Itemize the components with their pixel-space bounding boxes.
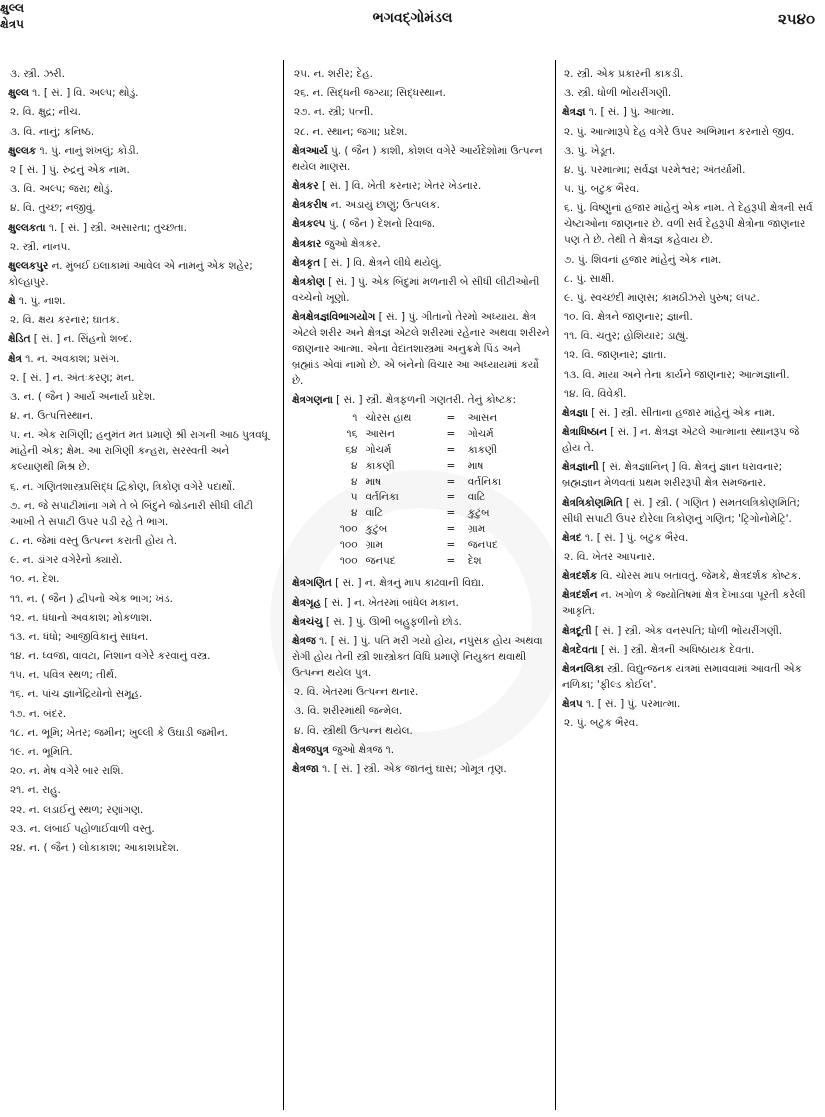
headword: ક્ષુલ્લક — [8, 144, 37, 157]
measure-equals: = — [446, 412, 456, 425]
entry: ક્ષેત્રદેવતા [ સં. ] સ્ત્રી. ક્ષેત્રની અધિષ્ઠાયક દેવતા. — [562, 643, 755, 656]
headword: ક્ષુલ્લકપુર — [8, 259, 49, 272]
entry: ક્ષેત્રદર્શન ન. ખગોળ કે જ્યોતિષમાં ક્ષેત્ર દેખાડવા પૂરતી કરેલી આકૃતિ. — [562, 589, 809, 618]
measure-row — [322, 538, 550, 554]
headword: ક્ષેત્રદર્શન — [562, 589, 598, 602]
measure-equals: = — [446, 538, 456, 551]
headword: ક્ષુલ્લ — [8, 87, 29, 100]
sense-line: ૯. ન. ડાંગર વગેરેનો ક્યારો. — [10, 554, 123, 567]
sense-line: ૨. વિ. ખેતરમાં ઉત્પન્ન થનાર. — [294, 686, 419, 699]
column-1 — [8, 66, 276, 1112]
headword: ક્ષેત્રકલ્પ — [292, 218, 326, 231]
sense-line: ૨. વિ. ખેતર આપનાર. — [564, 550, 656, 563]
entry: ક્ષેત્રગૃહ [ સં. ] ન. ખેતરમાં બાંધેલ મકાન. — [292, 596, 459, 609]
headword: ક્ષુલ્લકતા — [8, 221, 46, 234]
headword: ક્ષેત્રજ્ઞાની — [562, 461, 599, 474]
measure-result: દેશ — [467, 554, 482, 567]
headword: ક્ષેત્રકોણ — [292, 275, 325, 288]
entry: ક્ષેત્રાધિષ્ઠાન [ સં. ] ન. ક્ષેત્રજ્ઞ એટલે આત્માના સ્થાનરૂપ જે હોય તે. — [562, 426, 803, 455]
measure-row — [322, 427, 550, 443]
headword: ક્ષેત્રદ — [562, 531, 582, 544]
measure-result: ગોચર્મ — [467, 428, 494, 441]
headword: ક્ષેત્રપ — [562, 698, 583, 711]
guide-word-first: ક્ષુલ્લ — [0, 1, 25, 15]
sense-line: ૨૪. ન. ( જૈન ) લોકાકાશ; આકાશપ્રદેશ. — [10, 841, 180, 854]
entry: ક્ષેત્રઆર્ય પું. ( જૈન ) કાશી, કોશલ વગેરે આર્યદેશોમાં ઉત્પન્ન થયેલ માણસ. — [292, 144, 546, 173]
entry: ક્ષેત્ર ૧. ન. અવકાશ; પ્રસંગ. — [8, 352, 120, 365]
headword: ક્ષેત્રચંચુ — [292, 615, 323, 628]
entry: ક્ષેત્રપ ૧. [ સં. ] પું. પરમાત્મા. — [562, 698, 681, 711]
sense-line: ૨. સ્ત્રી. એક પ્રકારની કાકડી. — [564, 68, 684, 80]
entry: ક્ષુલ્લ ૧. [ સં. ] વિ. અલ્પ; થોડું. — [8, 87, 139, 100]
entry: ક્ષે ૧. પું. નાશ. — [8, 295, 66, 308]
measure-count: ૪ — [351, 507, 358, 520]
entry: ક્ષુલ્લકપુર ન. મુંબઈ ઇલાકામાં આવેલ એ નામનું એક શહેર; કોલ્હાપુર. — [8, 259, 257, 288]
entry: ક્ષેત્રગણિત [ સં. ] ન. ક્ષેત્રનું માપ કાઢવાની વિદ્યા. — [292, 577, 485, 590]
measure-unit: આસન — [365, 428, 395, 441]
column-2-entries — [292, 66, 553, 408]
entry: ક્ષેત્રકાર જુઓ ક્ષેત્રકર. — [292, 237, 381, 250]
entry: ક્ષેત્રકોણ [ સં. ] પું. એક બિંદુમાં મળનારી બે સીધી લીટીઓની વચ્ચેનો ખૂણો. — [292, 275, 543, 304]
sense-line: ૧૦. વિ. ક્ષેત્રને જાણનાર; જ્ઞાની. — [564, 311, 693, 324]
sense-line: ૧૧. વિ. ચતુર; હોશિયાર; ડાહ્યું. — [564, 330, 689, 343]
page-number: ૨૫૪૦ — [778, 10, 815, 28]
sense-line: ૫. પું. બટુક ભૈરવ. — [564, 183, 640, 196]
sense-line: ૨. વિ. ક્ષય કરનાર; ઘાતક. — [10, 314, 120, 327]
measure-result: કાકણી — [467, 444, 497, 457]
measure-equals: = — [446, 507, 456, 520]
headword: ક્ષેત્રદર્શક — [562, 570, 598, 583]
measure-unit: ગોચર્મ — [365, 444, 392, 457]
sense-line: ૨૦. ન. મેષ વગેરે બાર રાશિ. — [10, 765, 124, 778]
guide-word-last: ક્ષેત્રપ — [0, 17, 24, 31]
sense-line: ૨. વિ. ક્ષુદ્ર; નીચ. — [10, 106, 81, 119]
entry: ક્ષેત્રજ્ઞા [ સં. ] સ્ત્રી. સીતાના હજાર માંહેનું એક નામ. — [562, 407, 776, 419]
measure-unit: વાટિ — [365, 507, 383, 520]
sense-line: ૭. પું. શિવનાં હજાર માંહેનું એક નામ. — [564, 253, 722, 266]
measure-count: ૪ — [351, 459, 358, 472]
headword: ક્ષેત્રદેવતા — [562, 643, 598, 656]
headword: ક્ષેત્રગણિત — [292, 577, 332, 590]
measure-row — [322, 490, 550, 506]
sense-line: ૩. વિ. શરીરમાંથી જન્મેલ. — [294, 705, 403, 718]
entry: ક્ષેત્રજ્ઞાની [ સં. ક્ષેત્રજ્ઞાનિન્ ] વિ. ક્ષેત્રનું જ્ઞાન ધરાવનાર; બ્રહ્મજ્ઞાન મેળવતાં પ્રથમ શરીરરૂપી ક્ષેત્ર સમજનાર. — [562, 461, 786, 490]
sense-line: ૧૫. ન. પવિત્ર સ્થળ; તીર્થ. — [10, 669, 118, 682]
entry: ક્ષુલ્લકતા ૧. [ સં. ] સ્ત્રી. અસારતા; તુચ્છતા. — [8, 221, 187, 234]
sense-line: ૧૪. ન. ધ્વજા, વાવટા, નિશાન વગેરે કરવાનું વસ્ત્ર. — [10, 650, 211, 663]
column-2 — [292, 66, 553, 1112]
headword: ક્ષેત્રકરીષ — [292, 199, 328, 212]
entry: ક્ષેત્રક્ષેત્રજ્ઞવિભાગયોગ [ સં. ] પું. ગીતાનો તેરમો અધ્યાય. ક્ષેત્ર એટલે શરીર અને ક્ષેત્રજ્ઞ એટલે શરીરમાં રહેનાર અથવા શરીરને જાણનાર આત્મા. એના વેદાંતશાસ્ત્રમાં અનુક્રમે પિંડ અને બ્રહ્માંડ એવાં નામો છે. એ બંનેનો વિચાર આ અધ્યાયમાં કર્યો છે. — [292, 311, 553, 388]
column-rule-2 — [555, 60, 556, 1110]
sense-line: ૧૨. વિ. જાણનાર; જ્ઞાતા. — [564, 349, 667, 362]
measure-unit: વર્તનિકા — [365, 491, 399, 504]
headword: ક્ષેત્રગૃહ — [292, 596, 321, 609]
measure-result: કુટુંબ — [467, 507, 490, 520]
measure-unit: જનપદ — [365, 554, 396, 567]
headword: ક્ષેત્રકર — [292, 179, 319, 192]
measure-equals: = — [446, 523, 456, 536]
entry: ક્ષેત્રદૂતી [ સં. ] સ્ત્રી. એક વનસ્પતિ; ધોળી ભોંયરીંગણી. — [562, 624, 783, 637]
measure-row — [322, 554, 550, 570]
sense-line: ૧૨. ન. ધંધાનો અવકાશ; મોકળાશ. — [10, 611, 153, 624]
measure-count: ૫ — [350, 491, 358, 504]
measure-count: ૬૪ — [345, 444, 358, 457]
measure-count: ૧૦૦ — [339, 523, 358, 536]
headword: ક્ષેત્રક્ષેત્રજ્ઞવિભાગયોગ — [292, 311, 376, 324]
headword: ક્ષેત્રજ — [292, 634, 316, 647]
measure-table — [322, 411, 550, 569]
headword: ક્ષેત્રત્રિકોણમિતિ — [562, 496, 623, 509]
measure-result: માષ — [467, 459, 484, 472]
sense-line: ૨. પું. બટુક ભૈરવ. — [564, 717, 639, 730]
entry: ક્ષેત્રત્રિકોણમિતિ [ સં. ] સ્ત્રી. ( ગણિત ) સમતલત્રિકોણમિતિ; સીધી સપાટી ઉપર દોરેલા ત્રિકોણનું ગણિત; 'ટ્રિગોનોમેટ્રિ'. — [562, 496, 804, 525]
headword: ક્ષે — [8, 295, 16, 308]
headword: ક્ષેત્રકૃત — [292, 256, 321, 269]
measure-unit: કાકણી — [365, 459, 395, 472]
sense-line: ૬. ન. ગણિતશાસ્ત્રપ્રસિદ્ધ દ્વિકોણ, ત્રિકોણ વગેરે પદાર્થો. — [10, 480, 236, 493]
entry: ક્ષેત્રદ ૧. [ સં. ] પું. બટુક ભૈરવ. — [562, 531, 689, 544]
measure-unit: ગ્રામ — [365, 538, 383, 551]
sense-line: ૮. પું. સાક્ષી. — [564, 272, 615, 285]
sense-line: ૨૮. ન. સ્થાન; જગા; પ્રદેશ. — [294, 125, 408, 138]
sense-line: ૪. વિ. સ્ત્રીથી ઉત્પન્ન થયેલ. — [294, 724, 413, 737]
entry: ક્ષેત્રનલિકા સ્ત્રી. વિદ્યુત્જનક યંત્રમાં સમાવવામાં આવતી એક નળિકા; 'ફીલ્ડ કોઈલ'. — [562, 662, 806, 691]
measure-row — [322, 506, 550, 522]
measure-count: ૧૬ — [346, 428, 358, 441]
sense-line: ૩. વિ. અલ્પ; જરા; થોડું. — [10, 183, 113, 196]
measure-result: આસન — [467, 412, 498, 425]
sense-line: ૧૮. ન. ભૂમિ; ખેતર; જમીન; ખુલ્લી કે ઉઘાડી જમીન. — [10, 726, 228, 739]
measure-count: ૧૦૦ — [339, 538, 358, 551]
headword: ક્ષેત્રજપુત્ર — [292, 743, 329, 756]
sense-line: ૨૧. ન. રાહુ. — [10, 784, 61, 797]
sense-line: ૧૯. ન. ભૂમિતિ. — [10, 746, 73, 758]
column-2-entries-after-table — [292, 575, 550, 777]
sense-line: ૪. પું. પરમાત્મા; સર્વજ્ઞ પરમેશ્વર; અંતર્યામી. — [564, 163, 746, 176]
entry: ક્ષેડિત [ સં. ] ન. સિંહનો શબ્દ. — [8, 333, 133, 346]
measure-equals: = — [446, 428, 456, 441]
entry: ક્ષુલ્લક ૧. પું. નાનું શંખલું; કોડી. — [8, 144, 139, 157]
headword: ક્ષેત્રદૂતી — [562, 624, 592, 637]
sense-line: ૨૫. ન. શરીર; દેહ. — [294, 68, 373, 80]
headword: ક્ષેત્રઆર્ય — [292, 144, 328, 157]
sense-line: ૯. પું. સ્વચ્છંદી માણસ; કામઠીઝરો પુરુષ; લંપટ. — [564, 291, 760, 304]
sense-line: ૩. સ્ત્રી. ઝરી. — [10, 68, 65, 80]
entry: ક્ષેત્રકૃત [ સં. ] વિ. ક્ષેત્રને લીધે થયેલું. — [292, 256, 442, 269]
entry: ક્ષેત્રજ ૧. [ સં. ] પું. પતિ મરી ગયો હોય, નપુંસક હોય અથવા રોગી હોય તેની સ્ત્રી શાસ્ત્રોક્ત વિધિ પ્રમાણે નિયુક્ત થવાથી ઉત્પન્ન થયેલ પુત્ર. — [292, 634, 546, 679]
sense-line: ૩. વિ. નાનું; કનિષ્ઠ. — [10, 125, 95, 138]
headword: ક્ષેત્રાધિષ્ઠાન — [562, 426, 607, 439]
measure-count: ૧ — [352, 412, 358, 425]
column-rule-1 — [283, 60, 284, 1110]
sense-line: ૨. સ્ત્રી. નાનપ. — [10, 240, 71, 253]
sense-line: ૨૭. ન. સ્ત્રી; પત્ની. — [294, 106, 374, 119]
sense-line: ૩. સ્ત્રી. ધોળી ભોંયરીંગણી. — [564, 87, 672, 100]
sense-line: ૧૩. વિ. માયા અને તેના કાર્યને જાણનાર; આત્મજ્ઞાની. — [564, 368, 790, 381]
entry: ક્ષેત્રકર [ સં. ] વિ. ખેતી કરનાર; ખેતર ખેડનાર. — [292, 179, 482, 192]
measure-unit: કુટુંબ — [365, 523, 388, 536]
headword: ક્ષેત્રજ્ઞા — [562, 407, 588, 419]
measure-row — [322, 475, 550, 491]
measure-result: ગ્રામ — [467, 523, 486, 536]
sense-line: ૪. ન. ઉત્પત્તિસ્થાન. — [10, 410, 94, 423]
sense-line: ૮. ન. જેમાં વસ્તુ ઉત્પન્ન કરાતી હોય તે. — [10, 534, 178, 547]
sense-line: ૧૭. ન. બંદર. — [10, 707, 67, 720]
measure-unit: ચોરસ હાથ — [365, 412, 412, 425]
measure-equals: = — [446, 459, 456, 472]
headword: ક્ષેત્રજા — [292, 762, 319, 775]
measure-result: વાટિ — [467, 491, 486, 504]
column-3 — [562, 66, 820, 1112]
measure-unit: માષ — [365, 475, 382, 488]
headword: ક્ષેત્રકાર — [292, 237, 322, 250]
entry: ક્ષેત્રગણના [ સં. ] સ્ત્રી. ક્ષેત્રફળની ગણતરી. તેનું કોષ્ટક: — [292, 394, 516, 407]
headword: ક્ષેત્રનલિકા — [562, 662, 604, 675]
running-head: ભગવદ્ગોમંડલ — [372, 10, 453, 26]
measure-result: જનપદ — [467, 538, 498, 551]
sense-line: ૧૧. ન. ( જૈન ) દ્વીપનો એક ભાગ; ખંડ. — [10, 592, 173, 605]
measure-row — [322, 522, 550, 538]
headword: ક્ષેત્ર — [8, 352, 22, 365]
entry: ક્ષેત્રચંચુ [ સં. ] પું. ઊભી બહુફળીનો છોડ. — [292, 615, 462, 628]
measure-result: વર્તનિકા — [467, 475, 502, 488]
sense-line: ૧૦. ન. દેશ. — [10, 573, 60, 586]
measure-count: ૧૦૦ — [339, 554, 358, 567]
headword: ક્ષેત્રજ્ઞ — [562, 106, 586, 119]
sense-line: ૨૨. ન. લડાઈનું સ્થળ; રણાંગણ. — [10, 803, 144, 816]
measure-row — [322, 459, 550, 475]
entry: ક્ષેત્રકલ્પ પું. ( જૈન ) દેશનો રિવાજ. — [292, 218, 435, 231]
measure-equals: = — [446, 444, 456, 457]
headword: ક્ષેત્રગણના — [292, 394, 333, 407]
measure-row — [322, 411, 550, 427]
sense-line: ૨. પું. આત્મારૂપે દેહ વગેરે ઉપર અભિમાન કરનારો જીવ. — [564, 125, 795, 138]
entry: ક્ષેત્રકરીષ ન. અડાયું છાણું; ઉત્પલક. — [292, 199, 440, 212]
sense-line: ૩. પું. ખેડૂત. — [564, 144, 616, 157]
sense-line: ૨૬. ન. સિદ્ધની જગ્યા; સિદ્ધસ્થાન. — [294, 87, 446, 100]
measure-equals: = — [446, 491, 456, 504]
entry: ક્ષેત્રજપુત્ર જુઓ ક્ષેત્રજ ૧. — [292, 743, 395, 756]
sense-line: ૨. [ સં. ] ન. અંતઃકરણ; મન. — [10, 371, 135, 384]
sense-line: ૨ [ સં. ] પું. રુદ્રનું એક નામ. — [10, 163, 130, 176]
measure-equals: = — [446, 475, 456, 488]
measure-row — [322, 443, 550, 459]
headword: ક્ષેડિત — [8, 333, 31, 346]
entry: ક્ષેત્રજા ૧. [ સં. ] સ્ત્રી. એક જાતનું ઘાસ; ગોમૂત્ર તૃણ. — [292, 762, 507, 775]
measure-equals: = — [446, 554, 456, 567]
measure-count: ૪ — [351, 475, 358, 488]
entry: ક્ષેત્રદર્શક વિ. ચોરસ માપ બતાવતું. જેમકે, ક્ષેત્રદર્શક કોષ્ટક. — [562, 570, 802, 583]
entry: ક્ષેત્રજ્ઞ ૧. [ સં. ] પું. આત્મા. — [562, 106, 675, 119]
sense-line: ૬. પું. વિષ્ણુનાં હજાર માંહેનું એક નામ. તે દેહરૂપી ક્ષેત્રની સર્વ ચેષ્ટાઓના જાણનાર છે. વળી સર્વ દેહરૂપી ક્ષેત્રોના જાણનાર પણ તે છે. તેથી તે ક્ષેત્રજ્ઞ કહેવાય છે. — [564, 202, 816, 247]
sense-line: ૧૬. ન. પાંચ જ્ઞાનેંદ્રિયોનો સમૂહ. — [10, 688, 143, 701]
sense-line: ૧૪. વિ. વિવેકી. — [564, 387, 627, 400]
sense-line: ૩. ન. ( જૈન ) આર્ય અનાર્ય પ્રદેશ. — [10, 391, 156, 403]
sense-line: ૧૩. ન. ધંધો; આજીવિકાનું સાધન. — [10, 630, 149, 643]
sense-line: ૪. વિ. તુચ્છ; નજીવું. — [10, 202, 96, 215]
sense-line: ૨૩. ન. લંબાઈ પહોળાઈવાળી વસ્તુ. — [10, 822, 155, 835]
sense-line: ૭. ન. જે સપાટીમાંના ગમે તે બે બિંદુને જોડનારી સીધી લીટી આખી તે સપાટી ઉપર પડી રહે તે ભાગ. — [10, 499, 257, 528]
sense-line: ૫. ન. એક રાગિણી; હનુમંત મત પ્રમાણે શ્રી રાગની આઠ પુત્રવધૂ માંહેની એક; ક્ષેમ. આ રાગિણી કન્હરા, સરસ્વતી અને કલ્યાણથી મિશ્ર છે. — [10, 429, 272, 474]
